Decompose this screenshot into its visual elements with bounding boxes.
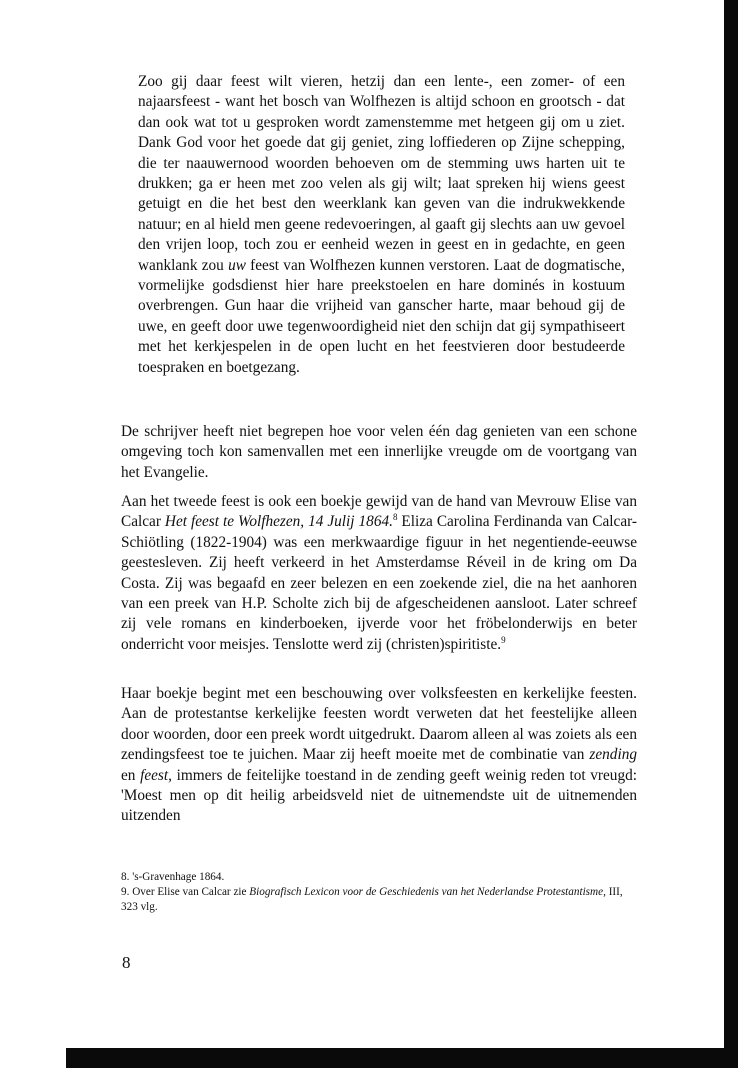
book-title: Het feest te Wolfhezen, 14 Julij 1864. (164, 513, 393, 531)
scan-edge-bottom (66, 1048, 738, 1068)
paragraph-3-before: Haar boekje begint met een beschouwing over volksfeesten en kerkelijke feesten. Aan de protestantse kerkelijke feesten wordt verweten dat het feestelijke alleen door woorden, door een preek wordt uitgedrukt. Daarom alleen al was zoiets als een zendingsfeest toe te juichen. Maar zij heeft moeite met de combinatie van (121, 685, 637, 764)
paragraph-1 (121, 422, 637, 483)
paragraph-2 (121, 492, 637, 655)
footnote-8: 8. 's-Gravenhage 1864. (121, 871, 225, 883)
emphasis-feest: feest, (140, 766, 172, 784)
paragraph-3-text (121, 684, 637, 827)
footnote-9-after: III, 323 vlg. (121, 886, 623, 913)
paragraph-3-after: immers de feitelijke toestand in de zending geeft weinig reden tot vreugd: 'Moest men op dit heilig arbeidsveld niet de uitnemendste uit de uitnemenden uitzenden (121, 766, 637, 825)
footnote-9 (121, 885, 637, 915)
quote-text: Zoo gij daar feest wilt vieren, hetzij dan een lente-, een zomer- of een najaarsfeest - want het bosch van Wolfhezen is altijd schoon en grootsch - dat dan ook wat tot u gesproken wordt zamenstemme met hetgeen gij om u ziet. Dank God voor het goede dat gij geniet, zing loffiederen op Zijne schepping, die ter naauwernood woorden behoeven om de stemming uws harten uit te drukken; ga er heen met zoo velen als gij wilt; laat spreken hij wiens geest getuigt en die het best den weerklank kan geven van die indrukwekkende natuur; en al hield men geene redevoeringen, al gaaft gij slechts aan uw gevoel den vrijen loop, toch zou er eenheid wezen in geest en in gedachte, en geen wanklank zou (138, 73, 625, 274)
paragraph-2-before: Aan het tweede feest is ook een boekje gewijd van de hand van Mevrouw Elise van Calcar (121, 493, 637, 531)
scan-edge-right (724, 0, 738, 1068)
quote-emphasis: uw (228, 256, 246, 274)
paragraph-2-text (121, 492, 637, 655)
paragraph-2-after: Eliza Carolina Ferdinanda van Calcar-Schiötling (1822-1904) was een merkwaardige figuur in het negentiende-eeuwse geestesleven. Zij heeft verkeerd in het Amsterdamse Réveil in de kring om Da Costa. Zij was begaafd en zeer belezen en een zoekende ziel, die na het aanhoren van een preek van H.P. Scholte zich bij de afgescheidenen aansloot. Later schreef zij vele romans en kinderboeken, ijverde voor het fröbelonderwijs en beter onderricht voor meisjes. Tenslotte werd zij (christen)spiritiste. (121, 513, 638, 653)
footnotes (121, 870, 637, 915)
paragraph-3 (121, 684, 637, 827)
paragraph-3-conj: en (121, 766, 136, 784)
paragraph-1-text: De schrijver heeft niet begrepen hoe voor velen één dag genieten van een schone omgeving toch kon samenvallen met een innerlijke vreugde om de voortgang van het Evangelie. (121, 423, 637, 481)
emphasis-zending: zending (589, 746, 637, 764)
block-quote (138, 72, 625, 378)
footnote-ref-8[interactable]: 8 (392, 512, 398, 523)
page-number: 8 (122, 953, 131, 972)
footnote-ref-9[interactable]: 9 (501, 634, 506, 645)
quote-paragraph (138, 72, 625, 378)
quote-text-after: feest van Wolfhezen kunnen verstoren. Laat de dogmatische, vormelijke godsdienst hier hare preekstoelen en hare dominés in kostuum overbrengen. Gun haar die vrijheid van ganscher harte, maar behoud gij de uwe, en geeft door uwe tegenwoordigheid niet den schijn dat gij sympathiseert met het kerkjespelen in de open lucht en het feestvieren door bestudeerde toespraken en boetgezang. (138, 256, 625, 376)
footnote-9-before: 9. Over Elise van Calcar zie (121, 886, 247, 898)
footnote-9-title: Biografisch Lexicon voor de Geschiedenis van het Nederlandse Protestantisme, (249, 886, 606, 898)
